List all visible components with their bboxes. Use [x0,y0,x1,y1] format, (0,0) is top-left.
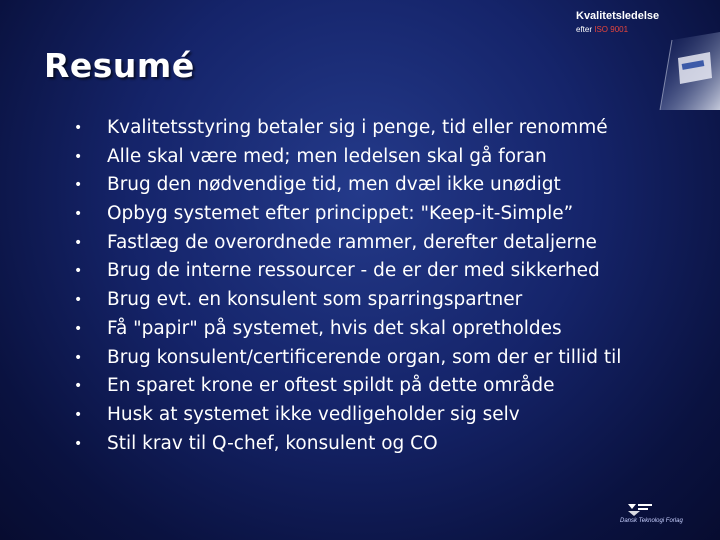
slide-title: Resumé [44,46,195,85]
bullet-text: Brug konsulent/certificerende organ, som der er tillid til [107,346,622,368]
bullet-text: Brug den nødvendige tid, men dvæl ikke unødigt [107,174,561,196]
bullet-marker: • [74,234,83,251]
list-item [74,171,621,200]
logo-subtitle-accent: ISO 9001 [594,25,629,34]
logo-subtitle [576,25,628,34]
list-item [74,401,621,430]
list-item [74,344,621,373]
list-item [74,430,621,459]
bullet-marker: • [74,263,83,280]
list-item [74,372,621,401]
bullet-text: Fastlæg de overordnede rammer, derefter detaljerne [107,231,597,253]
bullet-text: Kvalitetsstyring betaler sig i penge, tid eller renommé [107,117,608,138]
bullet-marker: • [74,206,83,223]
bullet-text: Få "papir" på systemet, hvis det skal opretholdes [107,317,562,339]
bullet-text: Opbyg systemet efter princippet: "Keep-it-Simple” [107,203,574,225]
bullet-marker: • [74,177,83,194]
bullet-marker: • [74,435,83,452]
bullet-marker: • [74,120,83,136]
list-item [74,114,621,143]
bullet-text: En sparet krone er oftest spildt på dette område [107,375,555,397]
logo-subtitle-prefix: efter [576,25,593,34]
bullet-text: Alle skal være med; men ledelsen skal gå foran [107,145,547,167]
bullet-list [74,114,621,458]
bullet-marker: • [74,292,83,309]
bullet-text: Brug evt. en konsulent som sparringspartner [107,289,523,311]
publisher-name: Dansk Teknologi Forlag [620,518,683,524]
list-item [74,200,621,229]
logo-title: Kvalitetsledelse [576,10,660,22]
bullet-text: Husk at systemet ikke vedligeholder sig selv [107,403,520,425]
bullet-marker: • [74,378,83,395]
bullet-marker: • [74,349,83,366]
list-item [74,143,621,172]
list-item [74,286,621,315]
bullet-marker: • [74,406,83,423]
bullet-marker: • [74,320,83,337]
list-item [74,257,621,286]
publisher-logo-icon [618,500,688,530]
list-item [74,229,621,258]
bullet-text: Stil krav til Q-chef, konsulent og CO [107,432,438,454]
bullet-text: Brug de interne ressourcer - de er der med sikkerhed [107,260,600,282]
list-item [74,315,621,344]
bullet-marker: • [74,148,83,165]
